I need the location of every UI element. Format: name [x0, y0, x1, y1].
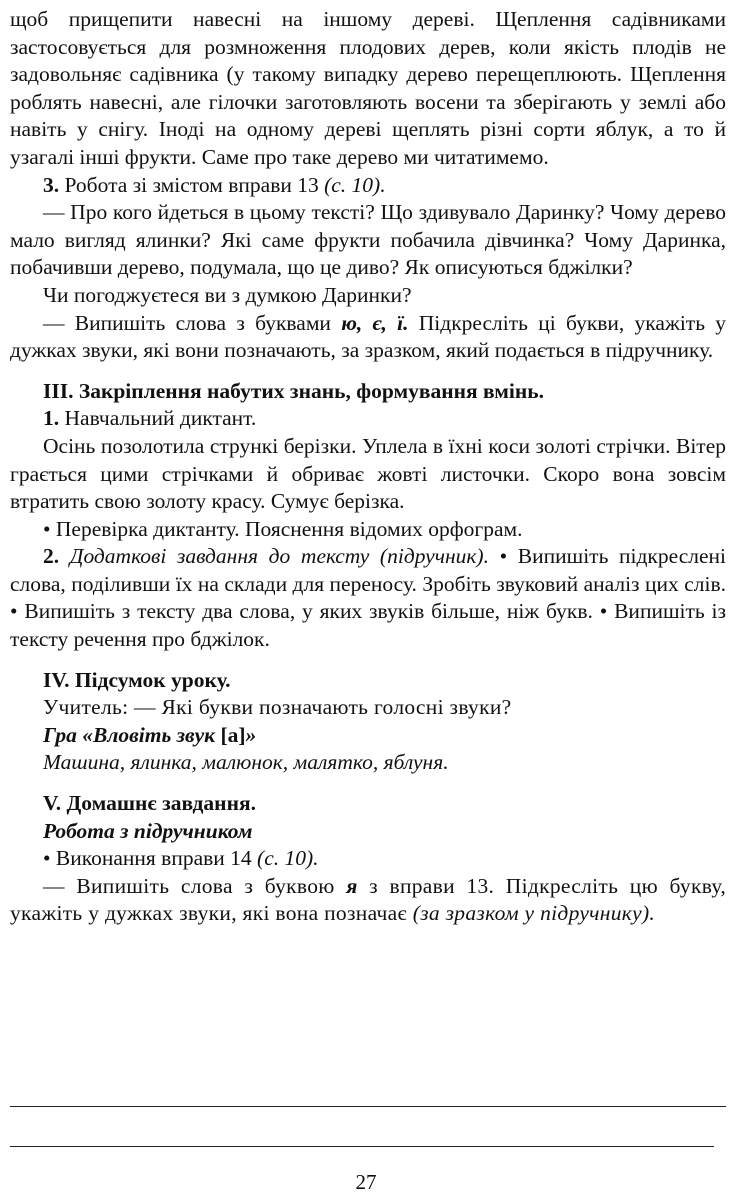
task-3	[10, 172, 726, 200]
item-1-number: 1.	[43, 406, 60, 431]
task-3-text: Робота зі змістом вправи 13	[64, 172, 319, 197]
intro-paragraph: щоб прищепити навесні на іншому дереві. Щеплення садівниками застосовується для розмноження плодових дерев, коли якість плодів не задовольняє садівника (у такому випадку дерево перещеплюють. Щеплення роблять навесні, але гілочки заготовляють восени та зберігають у землі або навіть у снігу. Іноді на одному дереві щеплять різні сорти яблук, а то й узагалі інші фрукти. Саме про таке дерево ми читатимемо.	[10, 7, 726, 169]
section-5-sub: Робота з підручником	[43, 818, 253, 843]
section-4-heading: IV. Підсумок уроку.	[43, 667, 231, 692]
game-sound: [а]	[220, 722, 246, 747]
teacher-question: Учитель: — Які букви позначають голосні звуки?	[43, 695, 512, 720]
note-line-1	[10, 1106, 726, 1107]
exercise-pre: • Виконання вправи 14	[43, 846, 252, 871]
task-3-write	[10, 310, 726, 365]
page-number: 27	[355, 1170, 377, 1194]
task-pre: — Випишіть слова з буквою	[43, 873, 335, 898]
dictation-text: Осінь позолотила стрункі берізки. Уплела в їхні коси золоті стрічки. Вітер грається цими стрічками й обриває жовті листочки. Скоро вона зовсім втратить свою золоту красу. Сумує берізка.	[10, 433, 726, 514]
section-3-item-2	[10, 543, 726, 653]
game-title-post: »	[245, 722, 257, 747]
task-3-number: 3.	[43, 172, 60, 197]
game-title	[10, 722, 726, 750]
section-3-heading: ІІІ. Закріплення набутих знань, формування вмінь.	[43, 378, 545, 403]
game-words: Машина, ялинка, малюнок, малятко, яблуня.	[43, 750, 449, 775]
task-letter: я	[346, 873, 358, 898]
item-2-title: Додаткові завдання до тексту (підручник).	[69, 544, 489, 569]
game-title-pre: Гра «Вловіть звук	[43, 722, 221, 747]
task-3-letters: ю, є, ї.	[341, 310, 409, 335]
task-3-questions: — Про кого йдеться в цьому тексті? Що здивувало Даринку? Чому дерево мало вигляд ялинки? Які саме фрукти побачила дівчинка? Чому Даринка, побачивши дерево, подумала, що це диво? Як описуються бджілки?	[10, 200, 726, 280]
item-2-number: 2.	[43, 544, 60, 569]
section-3-item-1	[10, 405, 726, 433]
task-3-write-post: Підкресліть ці букви, укажіть у дужках звуки, які вони позначають, за зразком, який подається в підручнику.	[10, 310, 727, 363]
task-3-ref: (с. 10).	[324, 172, 386, 197]
task-3-write-pre: — Випишіть слова з буквами	[43, 310, 331, 335]
exercise-ref: (с. 10).	[257, 846, 319, 871]
page-body	[10, 6, 726, 928]
task-mid: з вправи 13. Підкресліть цю букву, укажіть у дужках звуки, які вона позначає	[10, 873, 726, 926]
note-line-2	[10, 1146, 714, 1147]
task-ref: (за зразком у підручнику).	[412, 901, 656, 926]
exercise-line	[10, 845, 726, 873]
item-1-text: Навчальний диктант.	[64, 406, 257, 431]
task-3-agree: Чи погоджуєтеся ви з думкою Даринки?	[43, 282, 412, 307]
section-5-heading: V. Домашнє завдання.	[43, 791, 256, 816]
dictation-check: • Перевірка диктанту. Пояснення відомих орфограм.	[43, 516, 523, 541]
item-2-text: • Випишіть підкреслені слова, поділивши їх на склади для переносу. Зробіть звуковий аналіз цих слів. • Випишіть з тексту два слова, у яких звуків більше, ніж букв. • Випишіть із тексту речення про бджілок.	[10, 544, 727, 652]
homework-task	[10, 873, 726, 928]
